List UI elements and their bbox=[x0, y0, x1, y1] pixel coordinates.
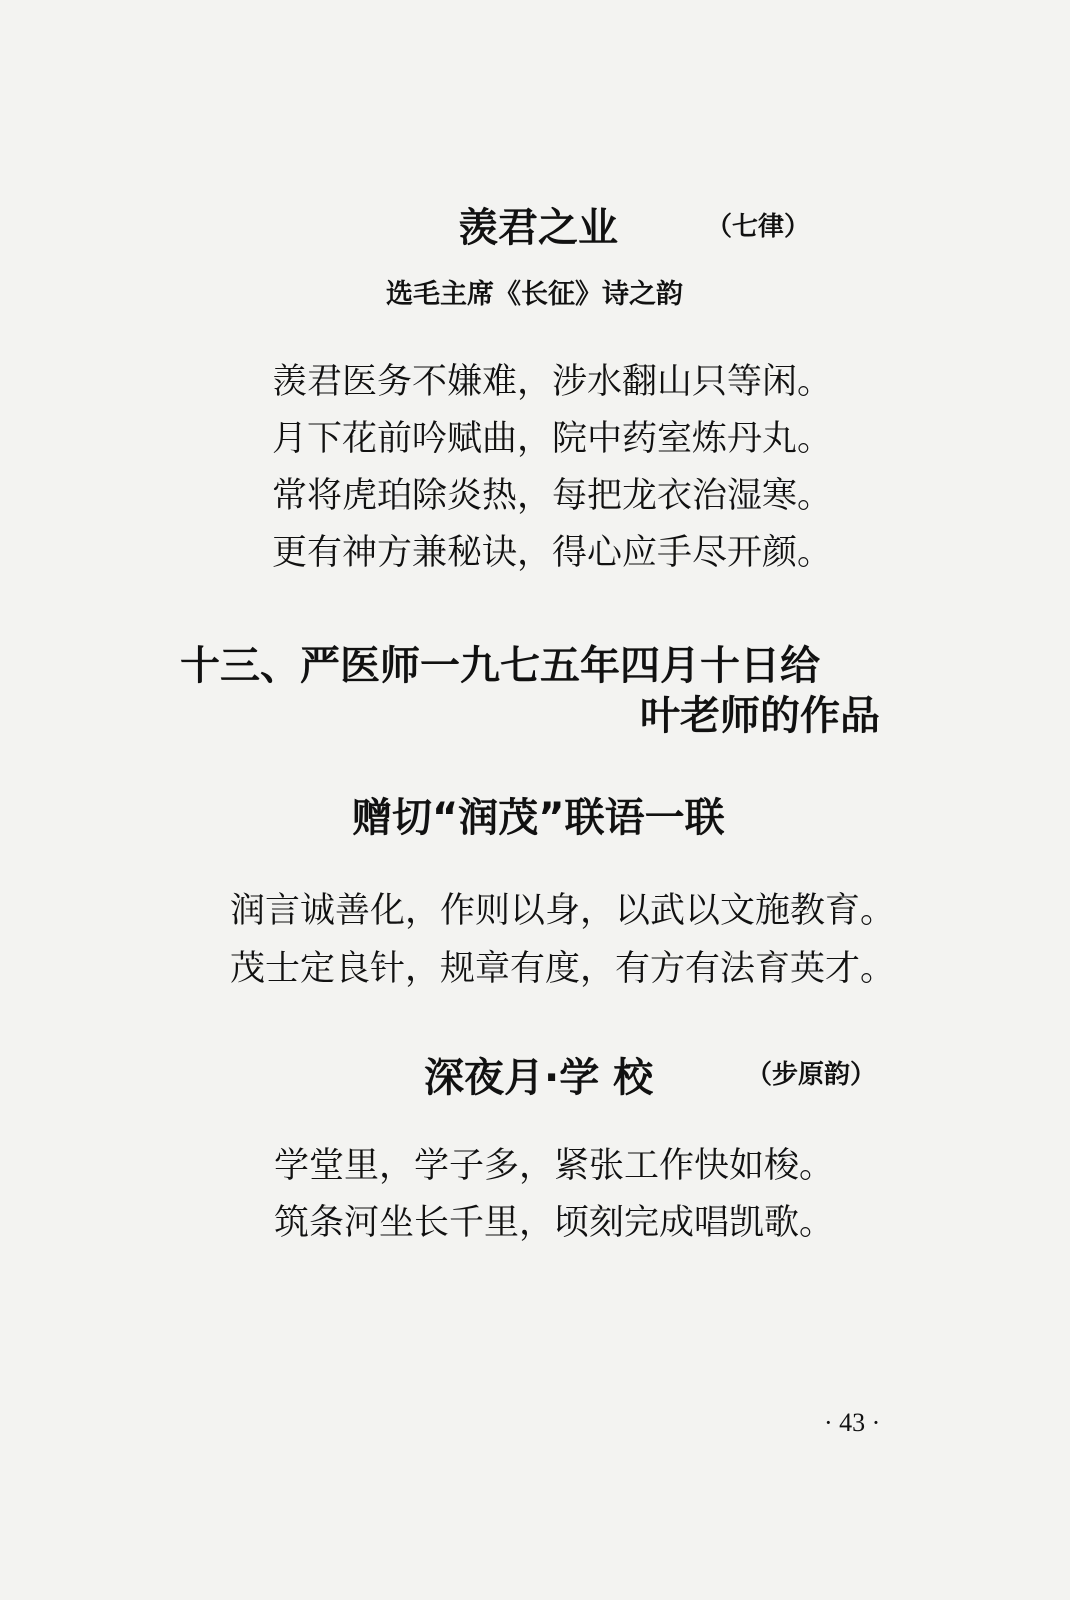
poem-title: 赠切“润茂”联语一联 bbox=[352, 795, 725, 841]
couplet-body bbox=[230, 882, 895, 998]
poem-title: 羡君之业 bbox=[458, 205, 618, 251]
section-heading-line2: 叶老师的作品 bbox=[640, 693, 880, 739]
poem-line: 学堂里，学子多，紧张工作快如梭。 bbox=[274, 1146, 835, 1186]
poem-form-note: （步原韵） bbox=[746, 1060, 877, 1090]
section-heading-line1: 十三、严医师一九七五年四月十日给 bbox=[180, 643, 820, 689]
poem-line: 月下花前吟赋曲，院中药室炼丹丸。 bbox=[272, 419, 833, 459]
page-number: · 43 · bbox=[824, 1408, 881, 1437]
poem-subtitle: 选毛主席《长征》诗之韵 bbox=[386, 279, 683, 310]
couplet-line: 茂士定良针，规章有度，有方有法育英才。 bbox=[230, 949, 896, 989]
couplet-line: 润言诚善化，作则以身，以武以文施教育。 bbox=[230, 891, 896, 931]
poem-form-note: （七律） bbox=[706, 212, 811, 242]
poem-line: 常将虎珀除炎热，每把龙衣治湿寒。 bbox=[272, 476, 833, 516]
poem-body bbox=[272, 354, 832, 582]
poem-body bbox=[274, 1138, 834, 1252]
poem-line: 筑条河坐长千里，顷刻完成唱凯歌。 bbox=[274, 1203, 835, 1243]
poem-title: 深夜月·学 校 bbox=[424, 1055, 654, 1101]
poem-line: 羡君医务不嫌难，涉水翻山只等闲。 bbox=[272, 362, 833, 402]
poem-line: 更有神方兼秘诀，得心应手尽开颜。 bbox=[272, 533, 833, 573]
